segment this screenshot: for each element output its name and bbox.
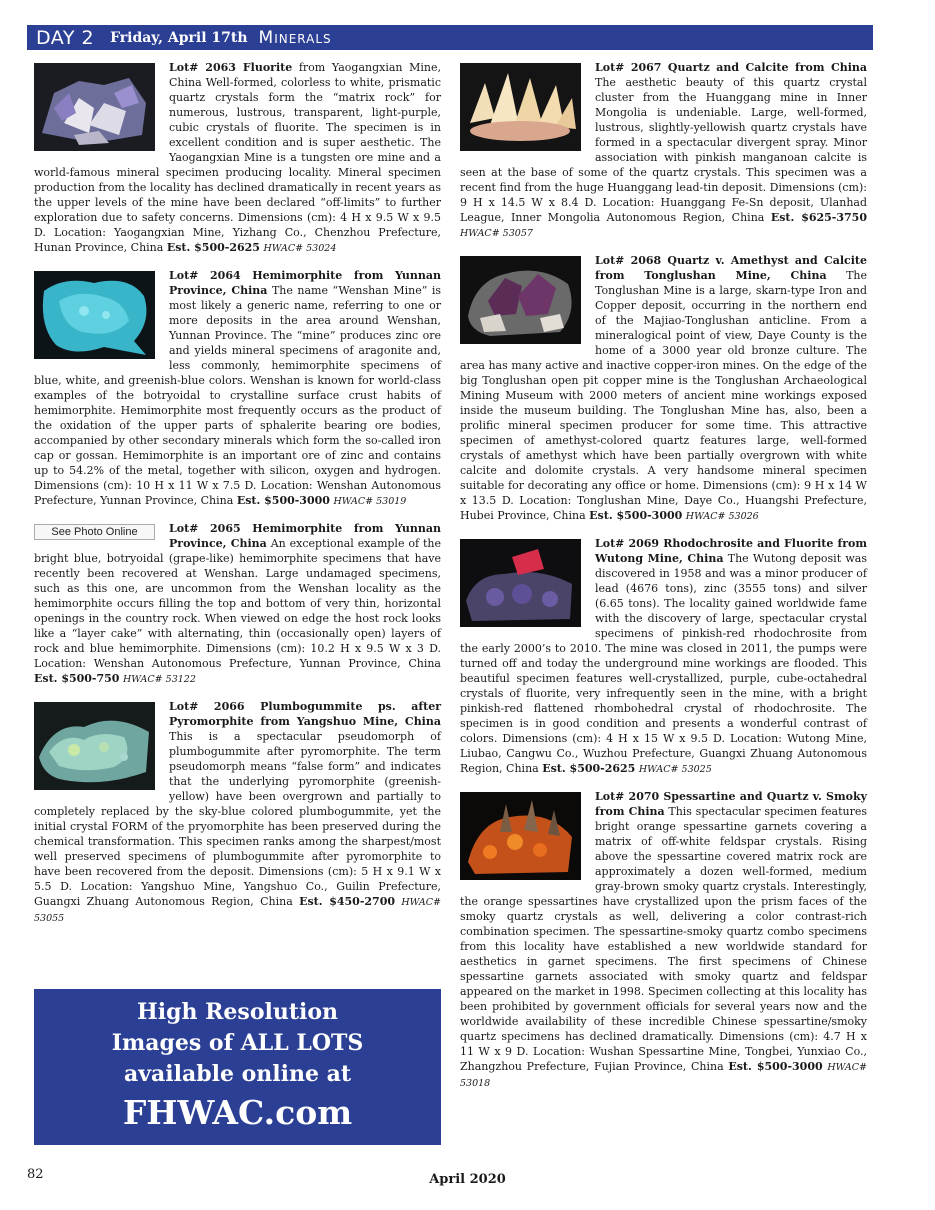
category-label: Minerals <box>258 27 332 48</box>
lot-2064-description: The name “Wenshan Mine” is most likely a generic name, referring to one or more deposits in the area around Wenshan, Yunnan Province. The “mine” produces zinc ore and yields mineral specimens of aragonite and, less commonly, hemimorphite specimens of blue, white, and greenish-blue colors. Wenshan is known for world-class examples of the botryoidal to crystalline surface crust habits of hemimorphite. Hemimorphite most frequently occurs as the product of the oxidation of the upper parts of sphalerite bearing ore bodies, accompanied by other secondary minerals which form the so-called iron cap or gossan. Hemimorphite is an important ore of zinc and contains up to 54.2% of the metal, together with silicon, oxygen and hydrogen. Dimensions (cm): 10 H x 11 W x 7.5 D. Location: Wenshan Autonomous Prefecture, Yunnan Province, China <box>34 284 442 507</box>
lot-2065-title: Lot# 2065 Hemimorphite from Yunnan Province, China <box>169 522 441 550</box>
lot-2067-hwac: HWAC# 53057 <box>460 228 533 239</box>
lot-2068-description: The Tonglushan Mine is a large, skarn-type Iron and Copper deposit, occurring in the northern end of the Majiao-Tonglushan anticline. From a mineralogical point of view, Daye County is the home of a 3000 year old bronze culture. The area has many active and inactive copper-iron mines. On the edge of the big Tonglushan open pit copper mine is the Tonglushan Archaeological Mining Museum with 2000 meters of ancient mine workings exposed inside the museum building. The Tonglushan Mine has, also, been a prolific mineral specimen producer for some time. This attractive specimen of amethyst-colored quartz features large, well-formed crystals of amethyst which have been partially overgrown with white calcite and dolomite crystals. A very handsome mineral specimen suitable for decorating any office or home. Dimensions (cm): 9 H x 14 W x 13.5 D. Location: Tonglushan Mine, Daye Co., Huangshi Prefecture, Hubei Province, China <box>460 269 868 522</box>
lot-2067-photo[interactable] <box>460 63 581 151</box>
lot-2069-hwac: HWAC# 53025 <box>638 764 712 775</box>
promo-line-2: Images of ALL LOTS <box>111 1030 364 1056</box>
lot-2070-estimate: Est. $500-3000 <box>728 1060 823 1073</box>
lot-2066-photo[interactable] <box>34 702 155 790</box>
plumbogummite-specimen-image <box>34 702 155 790</box>
see-photo-online-link[interactable]: See Photo Online <box>34 524 155 540</box>
lot-2064-title: Lot# 2064 Hemimorphite from Yunnan Province, China <box>169 269 441 297</box>
lot-2066-estimate: Est. $450-2700 <box>299 895 396 908</box>
lot-2064 <box>34 268 441 509</box>
lot-2070-photo[interactable] <box>460 792 581 880</box>
section-header-banner <box>27 25 873 50</box>
lot-2063-hwac: HWAC# 53024 <box>263 243 337 254</box>
lot-2069-description: The Wutong deposit was discovered in 1958 and was a minor producer of lead (4676 tons), zinc (3555 tons) and silver (6.65 tons). The locality gained worldwide fame with the discovery of large, spectacular crystal specimens of pinkish-red rhodochrosite from the early 2000’s to 2010. The mine was closed in 2011, the pumps were turned off and today the underground mine workings are flooded. This beautiful specimen features well-crystallized, purple, cube-octahedral crystals of fluorite, very infrequently seen in the mine, with a bright pinkish-red flattened rhombohedral crystal of rhodochrosite. The specimen is in good condition and presents a wonderful contrast of colors. Dimensions (cm): 4 H x 15 W x 9.5 D. Location: Wutong Mine, Liubao, Cangwu Co., Wuzhou Prefecture, Guangxi Zhuang Autonomous Region, China <box>460 552 867 775</box>
auction-date: Friday, April 17th <box>110 29 248 46</box>
lot-2070-hwac: HWAC# 53018 <box>460 1062 867 1089</box>
right-column <box>460 60 867 1103</box>
lot-2065-hwac: HWAC# 53122 <box>122 674 196 685</box>
rhodochrosite-fluorite-specimen-image <box>460 539 581 627</box>
lot-2064-estimate: Est. $500-3000 <box>236 494 330 507</box>
lot-2066-hwac: HWAC# 53055 <box>34 897 441 924</box>
lot-2069 <box>460 536 867 777</box>
hemimorphite-specimen-image <box>34 271 155 359</box>
page-number: 82 <box>27 1167 44 1182</box>
lot-2069-estimate: Est. $500-2625 <box>542 762 636 775</box>
online-images-promo <box>34 989 441 1145</box>
lot-2070-title: Lot# 2070 Spessartine and Quartz v. Smoky from China <box>595 790 867 818</box>
lot-2064-hwac: HWAC# 53019 <box>333 496 407 507</box>
lot-2066 <box>34 699 441 926</box>
lot-2068-title: Lot# 2068 Quartz v. Amethyst and Calcite from Tonglushan Mine, China <box>595 254 867 282</box>
lot-2068-estimate: Est. $500-3000 <box>589 509 683 522</box>
promo-line-1: High Resolution <box>136 999 339 1025</box>
lot-2063-photo[interactable] <box>34 63 155 151</box>
lot-2068-photo[interactable] <box>460 256 581 344</box>
amethyst-calcite-specimen-image <box>460 256 581 344</box>
lot-2067-description: The aesthetic beauty of this quartz crystal cluster from the Huanggang mine in Inner Mongolia is undeniable. Large, well-formed, lustrous, slightly-yellowish quartz crystals have formed in a spectacular divergent spray. Minor association with pinkish manganoan calcite is seen at the base of some of the quartz crystals. This specimen was a recent find from the huge Huanggang lead-tin deposit. Dimensions (cm): 9 H x 14.5 W x 8.4 D. Location: Huanggang Fe-Sn deposit, Ulanhad League, Inner Mongolia Autonomous Region, China <box>460 76 867 224</box>
lot-2063 <box>34 60 441 256</box>
day-label: DAY 2 <box>36 26 95 49</box>
lot-2066-description: This is a spectacular pseudomorph of plumbogummite after pyromorphite. The term pseudomorph means “false form” and indicates that the underlying pyromorphite (greenish-yellow) have been overgrown and partially to completely replaced by the sky-blue colored plumbogummite, yet the initial crystal FORM of the pryomorphite has been preserved during the chemical transformation. This specimen ranks among the sharpest/most well preserved specimens of plumbogummite after pyromorphite to have been recovered from the deposit. Dimensions (cm): 5 H x 9.1 W x 5.5 D. Location: Yangshuo Mine, Yangshuo Co., Guilin Prefecture, Guangxi Zhuang Autonomous Region, China <box>34 730 441 908</box>
lot-2065-estimate: Est. $500-750 <box>34 672 120 685</box>
lot-2064-photo[interactable] <box>34 271 155 359</box>
lot-2070-description: This spectacular specimen features bright orange spessartine garnets covering a matrix of off-white feldspar crystals. Rising above the spessartine covered matrix rock are approximately a dozen well-formed, medium gray-brown smoky quartz crystals. Interestingly, the orange spessartines have crystallized upon the prism faces of the smoky quartz crystals as well, delivering a color contrast-rich combination specimen. The spessartine-smoky quartz combo specimens from this locality have established a new worldwide standard for aesthetics in garnet specimens. The first specimens of Chinese spessartine garnets associated with smoky quartz and feldspar appeared on the market in 1998. Specimen collecting at this locality has been prohibited by government officials for several years now and the worldwide availability of these incredible Chinese spessartine/smoky quartz specimens has declined dramatically. Dimensions (cm): 4.7 H x 11 W x 9 D. Location: Wushan Spessartine Mine, Tongbei, Yunxiao Co., Zhangzhou Prefecture, Fujian Province, China <box>460 805 867 1073</box>
lot-2070 <box>460 789 867 1091</box>
issue-date: April 2020 <box>429 1172 506 1187</box>
lot-2066-title: Lot# 2066 Plumbogummite ps. after Pyromorphite from Yangshuo Mine, China <box>169 700 441 728</box>
promo-website-link[interactable]: FHWAC.com <box>122 1093 353 1132</box>
lot-2063-description: from Yaogangxian Mine, China Well-formed, colorless to white, prismatic quartz crystals form the “matrix rock” for numerous, lustrous, transparent, light-purple, cubic crystals of fluorite. The specimen is in excellent condition and is super aesthetic. The Yaogangxian Mine is a tungsten ore mine and a world-famous mineral specimen producing locality. Mineral specimen production from the locality has declined dramatically in recent years as the upper levels of the mine have been declared “off-limits” to further exploration due to safety concerns. Dimensions (cm): 4 H x 9.5 W x 9.5 D. Location: Yaogangxian Mine, Yizhang Co., Chenzhou Prefecture, Hunan Province, China <box>34 61 441 254</box>
lot-2069-photo[interactable] <box>460 539 581 627</box>
lot-2068-hwac: HWAC# 53026 <box>685 511 759 522</box>
promo-line-3: available online at <box>123 1061 352 1087</box>
fluorite-specimen-image <box>34 63 155 151</box>
lot-2065 <box>34 521 441 687</box>
lot-2069-title: Lot# 2069 Rhodochrosite and Fluorite from Wutong Mine, China <box>595 537 867 565</box>
quartz-calcite-specimen-image <box>460 63 581 151</box>
lot-2065-description: An exceptional example of the bright blue, botryoidal (grape-like) hemimorphite specimens that have recently been recovered at Wenshan. Large undamaged specimens, such as this one, are uncommon from the Wenshan locality as the hemimorphite occurs filling the top and bottom of very thin, horizontal openings in the country rock. When viewed on edge the host rock looks like a “layer cake” with alternating, thin (occasionally open) layers of rock and blue hemimorphite. Dimensions (cm): 10.2 H x 9.5 W x 3 D. Location: Wenshan Autonomous Prefecture, Yunnan Province, China <box>34 537 441 670</box>
lot-2067 <box>460 60 867 241</box>
left-column <box>34 60 441 938</box>
lot-2067-title: Lot# 2067 Quartz and Calcite from China <box>595 61 867 74</box>
lot-2067-estimate: Est. $625-3750 <box>770 211 867 224</box>
spessartine-quartz-specimen-image <box>460 792 581 880</box>
lot-2063-title: Lot# 2063 Fluorite <box>169 61 293 74</box>
lot-2068 <box>460 253 867 524</box>
lot-2063-estimate: Est. $500-2625 <box>166 241 260 254</box>
